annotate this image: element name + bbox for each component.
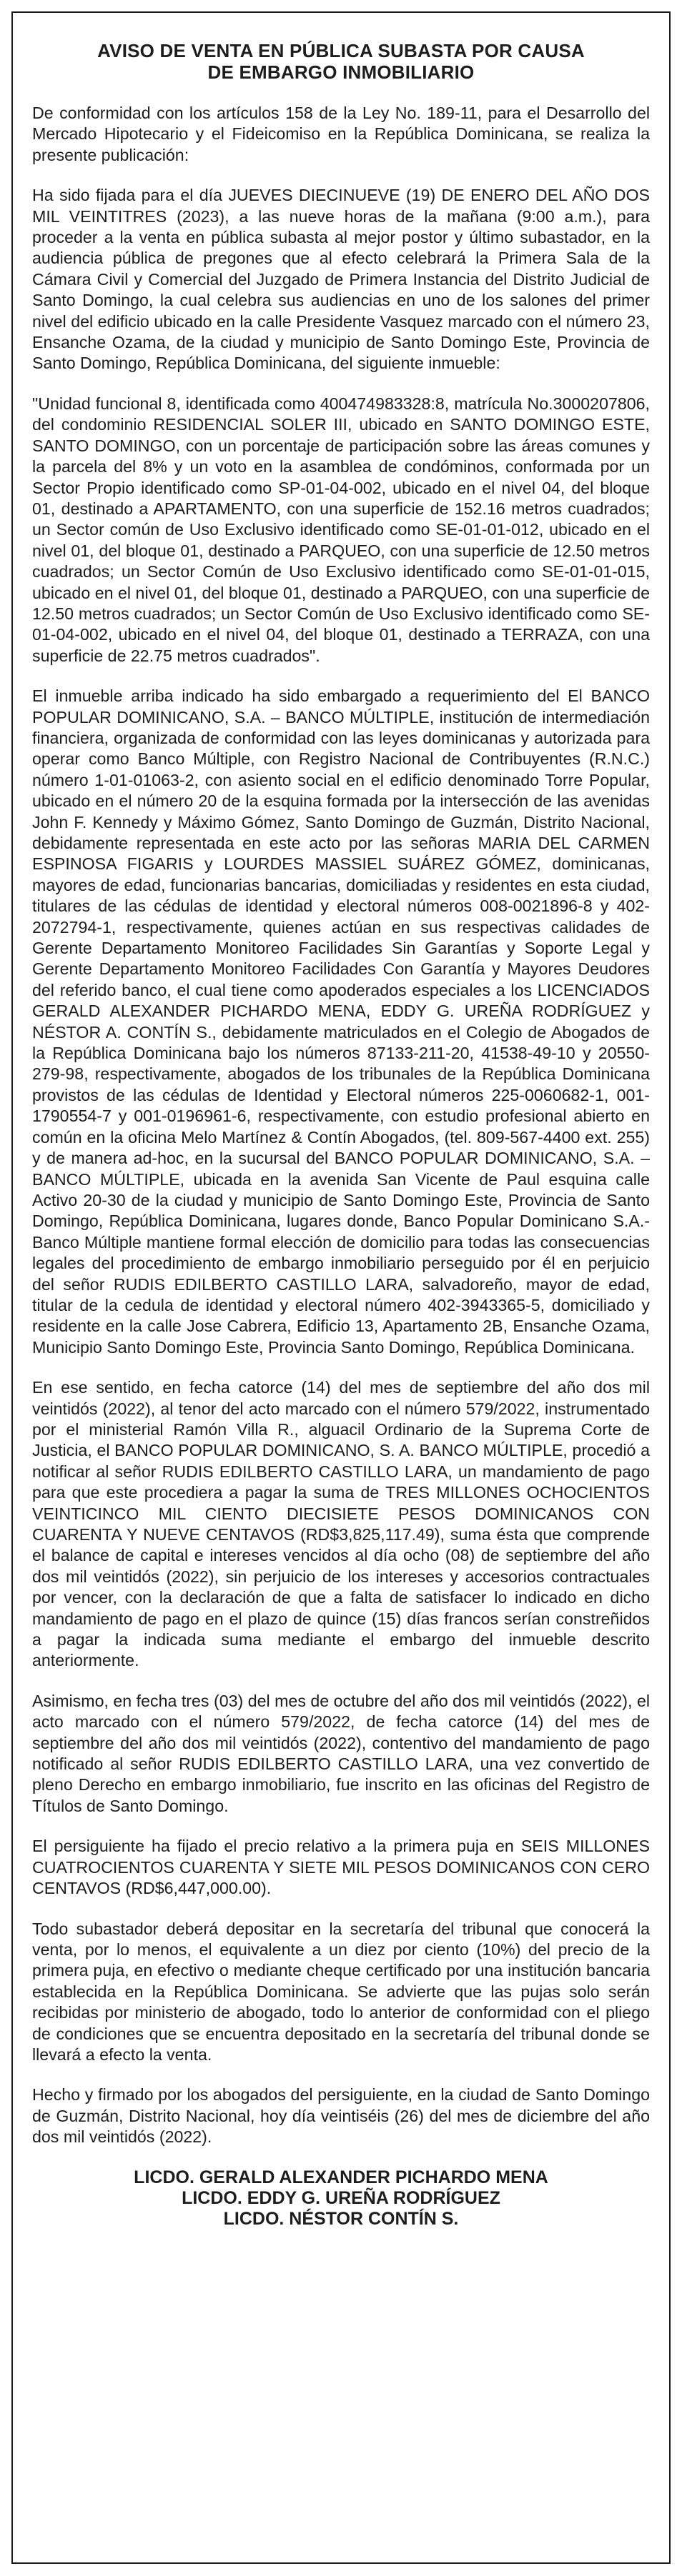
signers-block	[32, 2167, 650, 2230]
deposit-paragraph: Todo subastador deberá depositar en la secretaría del tribunal que conocerá la venta, por lo menos, el equivalente a un diez por ciento (10%) del precio de la primera puja, en efectivo o mediante cheque certificado por una institución bancaria establecida en la República Dominicana. Se advierte que las pujas solo serán recibidas por ministerio de abogado, todo lo anterior de conformidad con el pliego de condiciones que se encuentra depositado en la secretaría del tribunal donde se llevará a efecto la venta.	[32, 1919, 650, 2064]
signer-2: LICDO. EDDY G. UREÑA RODRÍGUEZ	[182, 2187, 500, 2208]
property-description-paragraph: "Unidad funcional 8, identificada como 400474983328:8, matrícula No.3000207806, del condominio RESIDENCIAL SOLER III, ubicado en SANTO DOMINGO ESTE, SANTO DOMINGO, con un porcentaje de participación sobre las áreas comunes y la parcela del 8% y un voto en la asamblea de condóminos, conformada por un Sector Propio identificado como SP-01-04-002, ubicado en el nivel 04, del bloque 01, destinado a APARTAMENTO, con una superficie de 152.16 metros cuadrados; un Sector común de Uso Exclusivo identificado como SE-01-01-012, ubicado en el nivel 01, del bloque 01, destinado a PARQUEO, con una superficie de 12.50 metros cuadrados; un Sector Común de Uso Exclusivo identificado como SE-01-01-015, ubicado en el nivel 01, del bloque 01, destinado a PARQUEO, con una superficie de 12.50 metros cuadrados; un Sector Común de Uso Exclusivo identificado como SE-01-04-002, ubicado en el nivel 04, del bloque 01, destinado a TERRAZA, con una superficie de 22.75 metros cuadrados".	[32, 394, 650, 665]
auction-date-paragraph: Ha sido fijada para el día JUEVES DIECINUEVE (19) DE ENERO DEL AÑO DOS MIL VEINTITRES (2023), a las nueve horas de la mañana (9:00 a.m.), para proceder a la venta en pública subasta al mejor postor y último subastador, en la audiencia pública de pregones que al efecto celebrará la Primera Sala de la Cámara Civil y Comercial del Juzgado de Primera Instancia del Distrito Judicial de Santo Domingo, la cual celebra sus audiencias en uno de los salones del primer nivel del edificio ubicado en la calle Presidente Vasquez marcado con el número 23, Ensanche Ozama, de la ciudad y municipio de Santo Domingo Este, Provincia de Santo Domingo, República Dominicana, del siguiente inmueble:	[32, 186, 650, 373]
title-line-2: DE EMBARGO INMOBILIARIO	[207, 61, 475, 83]
registration-paragraph: Asimismo, en fecha tres (03) del mes de octubre del año dos mil veintidós (2022), el acto marcado con el número 579/2022, de fecha catorce (14) del mes de septiembre del año dos mil veintidós (2022), contentivo del mandamiento de pago notificado al señor RUDIS EDILBERTO CASTILLO LARA, una vez convertido de pleno Derecho en embargo inmobiliario, fue inscrito en las oficinas del Registro de Títulos de Santo Domingo.	[32, 1691, 650, 1815]
signature-date-paragraph: Hecho y firmado por los abogados del persiguiente, en la ciudad de Santo Domingo de Guzmán, Distrito Nacional, hoy día veintiséis (26) del mes de diciembre del año dos mil veintidós (2022).	[32, 2085, 650, 2147]
intro-paragraph: De conformidad con los artículos 158 de la Ley No. 189-11, para el Desarrollo del Mercado Hipotecario y el Fideicomiso en la República Dominicana, se realiza la presente publicación:	[32, 104, 650, 164]
title-line-1: AVISO DE VENTA EN PÚBLICA SUBASTA POR CAUSA	[97, 40, 585, 61]
signer-3: LICDO. NÉSTOR CONTÍN S.	[223, 2208, 459, 2229]
creditor-paragraph: El inmueble arriba indicado ha sido embargado a requerimiento del El BANCO POPULAR DOMINICANO, S.A. – BANCO MÚLTIPLE, institución de intermediación financiera, organizada de conformidad con las leyes dominicanas y autorizada para operar como Banco Múltiple, con Registro Nacional de Contribuyentes (R.N.C.) número 1-01-01063-2, con asiento social en el edificio denominado Torre Popular, ubicado en el número 20 de la esquina formada por la intersección de las avenidas John F. Kennedy y Máximo Gómez, Santo Domingo de Guzmán, Distrito Nacional, debidamente representada en este acto por las señoras MARIA DEL CARMEN ESPINOSA FIGARIS y LOURDES MASSIEL SUÁREZ GÓMEZ, dominicanas, mayores de edad, funcionarias bancarias, domiciliadas y residentes en esta ciudad, titulares de las cédulas de identidad y electoral números 008-0021896-8 y 402-2072794-1, respectivamente, quienes actúan en sus respectivas calidades de Gerente Departamento Monitoreo Facilidades Sin Garantías y Soporte Legal y Gerente Departamento Monitoreo Facilidades Con Garantía y Mayores Deudores del referido banco, el cual tiene como apoderados especiales a los LICENCIADOS GERALD ALEXANDER PICHARDO MENA, EDDY G. UREÑA RODRÍGUEZ y NÉSTOR A. CONTÍN S., debidamente matriculados en el Colegio de Abogados de la República Dominicana bajo los números 87133-211-20, 41538-49-10 y 20550-279-98, respectivamente, abogados de los tribunales de la República Dominicana provistos de las cédulas de Identidad y Electoral números 225-0060682-1, 001-1790554-7 y 001-0196961-6, respectivamente, con estudio profesional abierto en común en la oficina Melo Martínez & Contín Abogados, (tel. 809-567-4400 ext. 255) y de manera ad-hoc, en la sucursal del BANCO POPULAR DOMINICANO, S.A. – BANCO MÚLTIPLE, ubicada en la avenida San Vicente de Paul esquina calle Activo 20-30 de la ciudad y municipio de Santo Domingo Este, Provincia de Santo Domingo, República Dominicana, lugares donde, Banco Popular Dominicano S.A.- Banco Múltiple mantiene formal elección de domicilio para todas las consecuencias legales del procedimiento de embargo inmobiliario perseguido por él en perjuicio del señor RUDIS EDILBERTO CASTILLO LARA, salvadoreño, mayor de edad, titular de la cedula de identidad y electoral número 402-3943365-5, domiciliado y residente en la calle Jose Cabrera, Edificio 13, Apartamento 2B, Ensanche Ozama, Municipio Santo Domingo Este, Provincia Santo Domingo, República Dominicana.	[32, 687, 650, 1357]
notice-frame	[11, 11, 671, 2564]
notice-title	[32, 40, 650, 83]
signer-1: LICDO. GERALD ALEXANDER PICHARDO MENA	[134, 2167, 548, 2187]
payment-order-paragraph: En ese sentido, en fecha catorce (14) del mes de septiembre del año dos mil veintidós (2022), al tenor del acto marcado con el número 579/2022, instrumentado por el ministerial Ramón Villa R., alguacil Ordinario de la Suprema Corte de Justicia, el BANCO POPULAR DOMINICANO, S. A. BANCO MÚLTIPLE, procedió a notificar al señor RUDIS EDILBERTO CASTILLO LARA, un mandamiento de pago para que este procediera a pagar la suma de TRES MILLONES OCHOCIENTOS VEINTICINCO MIL CIENTO DIECISIETE PESOS DOMINICANOS CON CUARENTA Y NUEVE CENTAVOS (RD$3,825,117.49), suma ésta que comprende el balance de capital e intereses vencidos al día ocho (08) de septiembre del año dos mil veintidós (2022), sin perjuicio de los intereses y accesorios contractuales por vencer, con la declaración de que a falta de satisfacer lo indicado en dicho mandamiento de pago en el plazo de quince (15) días francos serían constreñidos a pagar la indicada suma mediante el embargo del inmueble descrito anteriormente.	[32, 1378, 650, 1670]
starting-bid-paragraph: El persiguiente ha fijado el precio relativo a la primera puja en SEIS MILLONES CUATROCIENTOS CUARENTA Y SIETE MIL PESOS DOMINICANOS CON CERO CENTAVOS (RD$6,447,000.00).	[32, 1837, 650, 1898]
